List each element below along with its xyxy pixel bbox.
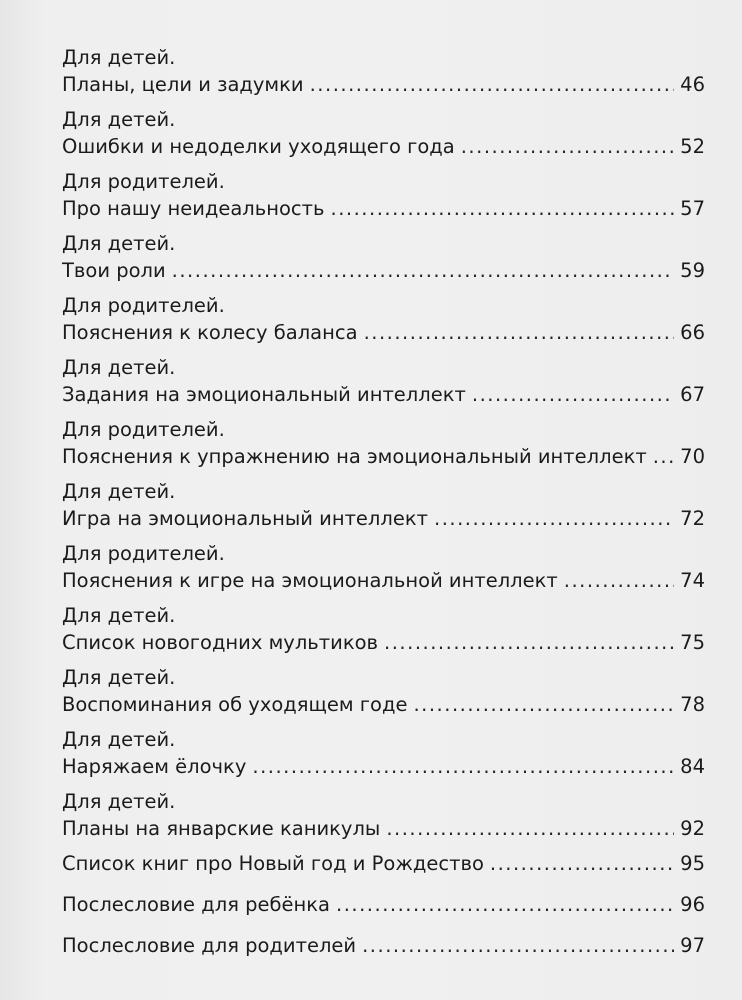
toc-entry-category: Для детей. xyxy=(62,232,176,255)
dot-leader xyxy=(653,443,674,470)
toc-entry[interactable] xyxy=(62,230,705,284)
toc-entry[interactable] xyxy=(62,106,705,160)
toc-page-number: 72 xyxy=(680,507,705,530)
toc-page-number: 92 xyxy=(680,817,705,840)
dot-leader xyxy=(336,891,674,918)
dot-leader xyxy=(384,629,674,656)
toc-page-number: 70 xyxy=(680,445,705,468)
dot-leader xyxy=(472,381,674,408)
toc-entry-title: Список книг про Новый год и Рождество xyxy=(62,852,484,875)
toc-entry-category: Для детей. xyxy=(62,46,176,69)
toc-entry-title: Планы на январские каникулы xyxy=(62,817,381,840)
toc-entry[interactable] xyxy=(62,932,705,959)
toc-entry[interactable] xyxy=(62,478,705,532)
toc-entry-category: Для родителей. xyxy=(62,418,225,441)
toc-entry-title: Послесловие для родителей xyxy=(62,934,357,957)
toc-entry-title: Воспоминания об уходящем годе xyxy=(62,693,408,716)
toc-entry-title: Список новогодних мультиков xyxy=(62,631,379,654)
toc-page-number: 75 xyxy=(680,631,705,654)
toc-entry-category: Для детей. xyxy=(62,108,176,131)
toc-entry-category: Для детей. xyxy=(62,728,176,751)
toc-page-number: 78 xyxy=(680,693,705,716)
dot-leader xyxy=(310,71,675,98)
toc-entry-category: Для родителей. xyxy=(62,294,225,317)
dot-leader xyxy=(461,133,674,160)
toc-entry[interactable] xyxy=(62,788,705,842)
dot-leader xyxy=(386,815,674,842)
toc-entry-title: Пояснения к колесу баланса xyxy=(62,321,358,344)
toc-page-number: 66 xyxy=(680,321,705,344)
dot-leader xyxy=(362,932,674,959)
toc-page-number: 46 xyxy=(680,73,705,96)
toc-entry-title: Ошибки и недоделки уходящего года xyxy=(62,135,455,158)
toc-entry-title: Игра на эмоциональный интеллект xyxy=(62,507,428,530)
toc-page-number: 59 xyxy=(680,259,705,282)
toc-entry-title: Задания на эмоциональный интеллект xyxy=(62,383,466,406)
toc-entry[interactable] xyxy=(62,726,705,780)
toc-page-number: 67 xyxy=(680,383,705,406)
toc-entry-category: Для детей. xyxy=(62,480,176,503)
toc-entry-category: Для детей. xyxy=(62,356,176,379)
toc-entry-title: Пояснения к упражнению на эмоциональный интеллект xyxy=(62,445,647,468)
dot-leader xyxy=(172,257,675,284)
toc-entry[interactable] xyxy=(62,416,705,470)
toc-entry-title: Пояснения к игре на эмоциональной интеллект xyxy=(62,569,558,592)
toc-entry-category: Для родителей. xyxy=(62,542,225,565)
dot-leader xyxy=(490,850,674,877)
dot-leader xyxy=(434,505,674,532)
toc-entry-category: Для детей. xyxy=(62,666,176,689)
toc-entry-title: Твои роли xyxy=(62,259,166,282)
toc-entry-title: Послесловие для ребёнка xyxy=(62,893,331,916)
dot-leader xyxy=(252,753,674,780)
toc-page-number: 95 xyxy=(680,852,705,875)
toc-entry-category: Для детей. xyxy=(62,604,176,627)
toc-page-number: 96 xyxy=(680,893,705,916)
toc-page-number: 97 xyxy=(680,934,705,957)
toc-entry[interactable] xyxy=(62,354,705,408)
toc-entry[interactable] xyxy=(62,540,705,594)
toc-entry-title: Планы, цели и задумки xyxy=(62,73,304,96)
toc-entry[interactable] xyxy=(62,168,705,222)
toc-entry-category: Для детей. xyxy=(62,790,176,813)
toc-entry[interactable] xyxy=(62,891,705,918)
dot-leader xyxy=(413,691,674,718)
toc-page-number: 74 xyxy=(680,569,705,592)
toc-entry-title: Про нашу неидеальность xyxy=(62,197,325,220)
dot-leader xyxy=(331,195,675,222)
toc-entry[interactable] xyxy=(62,850,705,877)
dot-leader xyxy=(564,567,674,594)
table-of-contents xyxy=(62,44,705,973)
dot-leader xyxy=(364,319,675,346)
toc-entry[interactable] xyxy=(62,292,705,346)
toc-page-number: 52 xyxy=(680,135,705,158)
toc-entry[interactable] xyxy=(62,44,705,98)
toc-entry-category: Для родителей. xyxy=(62,170,225,193)
toc-entry[interactable] xyxy=(62,602,705,656)
toc-entry[interactable] xyxy=(62,664,705,718)
toc-page-number: 84 xyxy=(680,755,705,778)
toc-page-number: 57 xyxy=(680,197,705,220)
toc-entry-title: Наряжаем ёлочку xyxy=(62,755,247,778)
